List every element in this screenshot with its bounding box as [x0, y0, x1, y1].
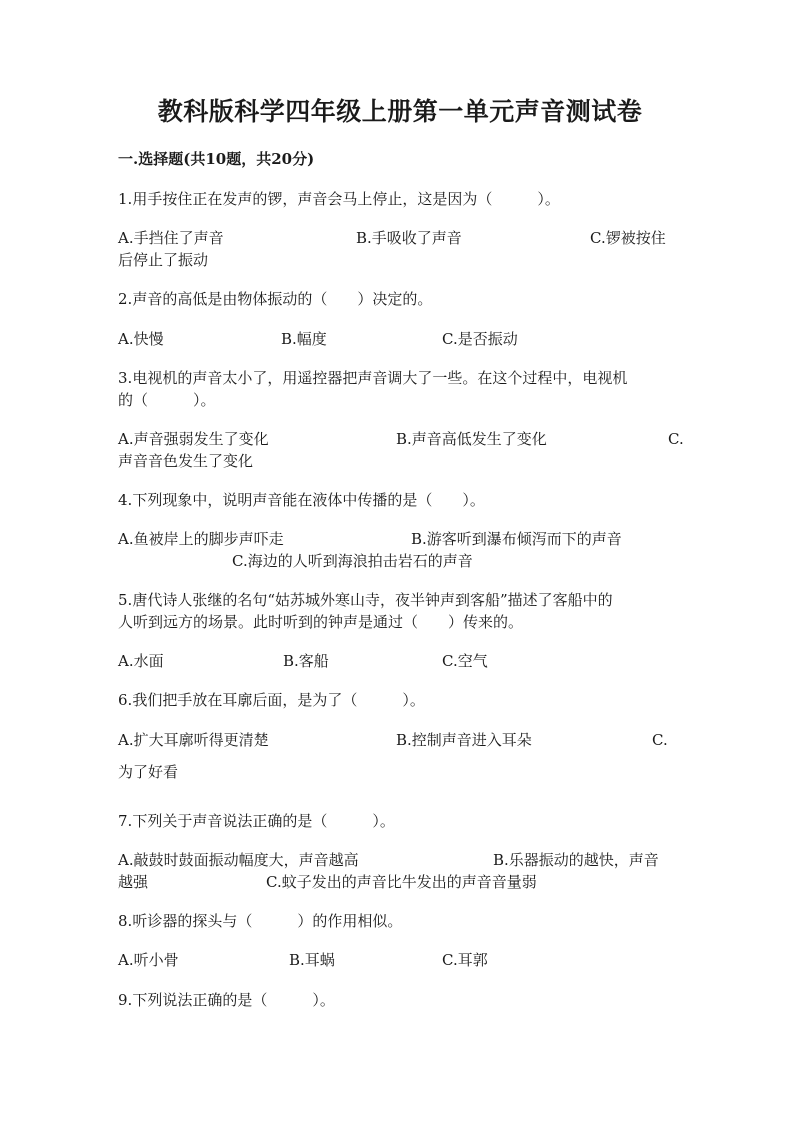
- question-6: [118, 689, 686, 711]
- option-continuation: 后停止了振动: [118, 251, 209, 269]
- question-3: [118, 367, 686, 389]
- question-number: 2.: [118, 290, 133, 308]
- question-text: 用手按住正在发声的锣，声音会马上停止，这是因为（ ）。: [132, 190, 560, 208]
- question-number: 9.: [118, 991, 133, 1009]
- option-c: C.蚊子发出的声音比牛发出的声音音量弱: [266, 873, 537, 891]
- page-title: 教科版科学四年级上册第一单元声音测试卷: [157, 97, 643, 126]
- question-text: 电视机的声音太小了，用遥控器把声音调大了一些。在这个过程中，电视机: [132, 369, 628, 387]
- section-heading: 一.选择题(共10题，共20分): [118, 150, 315, 168]
- question-2: [118, 288, 686, 310]
- question-5: [118, 589, 686, 611]
- option-b: B.声音高低发生了变化: [396, 430, 547, 448]
- question-text: 听诊器的探头与（ ）的作用相似。: [132, 912, 403, 930]
- option-c: C.锣被按住: [590, 229, 666, 247]
- question-number: 6.: [118, 691, 133, 709]
- option-c: C.是否振动: [442, 330, 518, 348]
- question-text: 我们把手放在耳廓后面，是为了（ ）。: [132, 691, 425, 709]
- option-c: C.海边的人听到海浪拍击岩石的声音: [232, 552, 473, 570]
- question-number: 8.: [118, 912, 133, 930]
- option-continuation: 声音音色发生了变化: [118, 452, 254, 470]
- question-text: 声音的高低是由物体振动的（ ）决定的。: [132, 290, 433, 308]
- question-text: 下列关于声音说法正确的是（ ）。: [132, 812, 395, 830]
- option-b: B.客船: [283, 652, 329, 670]
- question-number: 1.: [118, 190, 133, 208]
- question-text: 下列说法正确的是（ ）。: [132, 991, 335, 1009]
- option-continuation: 越强: [118, 873, 149, 891]
- question-1: [118, 188, 686, 210]
- question-7: [118, 810, 686, 832]
- question-8: [118, 910, 686, 932]
- option-b: B.控制声音进入耳朵: [396, 731, 532, 749]
- option-a: A.水面: [118, 652, 164, 670]
- option-a: A.扩大耳廓听得更清楚: [118, 731, 269, 749]
- option-continuation: 为了好看: [118, 763, 179, 781]
- option-a: A.手挡住了声音: [118, 229, 224, 247]
- option-b: B.手吸收了声音: [356, 229, 462, 247]
- option-c: C.: [668, 430, 684, 448]
- option-c: C.耳郭: [442, 951, 488, 969]
- option-c: C.: [652, 731, 668, 749]
- option-a: A.敲鼓时鼓面振动幅度大，声音越高: [118, 851, 359, 869]
- question-text-continuation: 的（ ）。: [118, 391, 216, 409]
- question-text: 唐代诗人张继的名句“姑苏城外寒山寺，夜半钟声到客船”描述了客船中的: [132, 591, 613, 609]
- option-c: C.空气: [442, 652, 488, 670]
- option-b: B.游客听到瀑布倾泻而下的声音: [411, 530, 622, 548]
- option-a: A.鱼被岸上的脚步声吓走: [118, 530, 284, 548]
- question-number: 7.: [118, 812, 133, 830]
- question-number: 5.: [118, 591, 133, 609]
- option-b: B.幅度: [281, 330, 327, 348]
- question-4: [118, 489, 686, 511]
- option-a: A.声音强弱发生了变化: [118, 430, 269, 448]
- question-text: 下列现象中，说明声音能在液体中传播的是（ ）。: [132, 491, 485, 509]
- question-text-continuation: 人听到远方的场景。此时听到的钟声是通过（ ）传来的。: [118, 613, 524, 631]
- question-9: [118, 989, 686, 1011]
- question-number: 3.: [118, 369, 133, 387]
- option-b: B.乐器振动的越快，声音: [493, 851, 659, 869]
- option-a: A.快慢: [118, 330, 164, 348]
- question-number: 4.: [118, 491, 133, 509]
- option-b: B.耳蜗: [289, 951, 335, 969]
- option-a: A.听小骨: [118, 951, 179, 969]
